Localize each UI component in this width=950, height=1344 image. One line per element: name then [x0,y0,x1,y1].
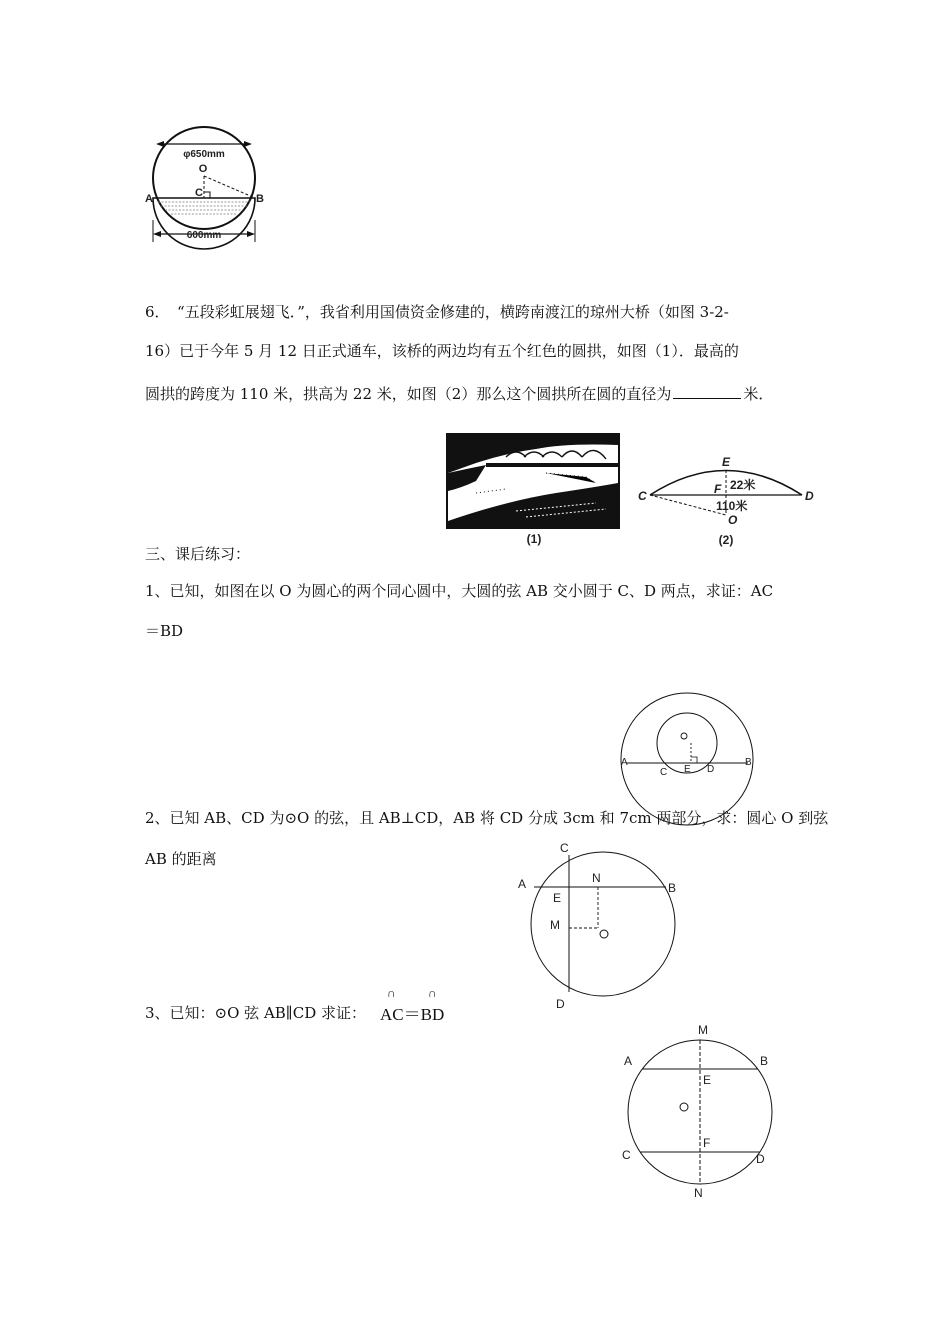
ex3-label-n: N [694,1186,703,1200]
ex3-label-c: C [622,1148,631,1162]
diameter-label: φ650mm [183,149,225,160]
q6-line-1: 6． “五段彩虹展翅飞．”，我省利用国债资金修建的，横跨南渡江的琼州大桥（如图 3-2- [145,303,729,321]
ex3-label-d: D [756,1152,765,1166]
ex3-label-f: F [703,1136,711,1150]
ex1-label-b: B [745,757,752,768]
foot-label: C [195,187,203,199]
ex2-label-n: N [592,871,601,885]
q6-line-3 [145,385,773,402]
arch-label-e: E [722,455,731,469]
section-title: 三、课后练习： [145,545,251,563]
perpendicular-chords-figure [508,836,698,1011]
arch-diagram-figure [636,448,820,548]
answer-blank[interactable] [673,385,741,399]
ex2-label-m: M [550,918,560,932]
ex3-prefix: 3、已知：⊙O 弦 AB∥CD 求证： [145,1004,367,1022]
arch-label-o: O [728,513,738,527]
ex2-label-c: C [560,841,569,855]
ex1-label-e: E [684,764,691,775]
parallel-chords-figure [612,1016,792,1204]
ex2-label-e: E [553,891,562,905]
width-label: 600mm [186,230,222,241]
arc-ac: AC [380,1005,404,1024]
ex1-line-1: 1、已知，如图在以 O 为圆心的两个同心圆中，大圆的弦 AB 交小圆于 C、D 两点，求证：AC [145,582,774,600]
fig1-caption: (1) [526,532,542,546]
bridge-photo-figure [446,433,622,548]
arc-mark-1: ∩ [387,986,396,1000]
ex3-label-e: E [703,1073,712,1087]
ex2-line-1: 2、已知 AB、CD 为⊙O 的弦，且 AB⊥CD，AB 将 CD 分成 3cm 和 7cm 两部分，求：圆心 O 到弦 [145,809,829,827]
ex1-label-a: A [621,757,628,768]
ex2-label-a: A [518,877,527,891]
arc-bd: BD [420,1005,445,1024]
ex2-label-d: D [556,997,565,1011]
ex3-label-m: M [698,1023,708,1037]
point-a-label: A [145,193,153,205]
ex2-label-b: B [668,881,677,895]
ex3-line [145,1006,366,1021]
q6-line-3-text: 圆拱的跨度为 110 米，拱高为 22 米，如图（2）那么这个圆拱所在圆的直径为 [145,385,672,403]
point-b-label: B [256,193,264,205]
arc-mark-2: ∩ [428,986,437,1000]
arch-label-c: C [638,489,647,503]
arch-label-f: F [714,482,722,496]
center-label: O [198,163,208,175]
ex3-label-b: B [760,1054,769,1068]
arc-equals: ＝ [403,1005,421,1024]
ex1-line-2: ＝BD [145,622,184,640]
q6-line-2: 16）已于今年 5 月 12 日正式通车，该桥的两边均有五个红色的圆拱，如图（1）．最高的 [145,342,739,360]
arch-label-d: D [805,489,814,503]
q6-line-3-end: 米． [743,385,774,403]
fig2-caption: (2) [718,533,734,547]
ex1-label-c: C [660,767,668,778]
ex3-label-a: A [624,1054,633,1068]
arch-span-label: 110米 [716,499,748,513]
arch-height-label: 22米 [730,478,756,492]
ex2-line-2: AB 的距离 [145,850,217,868]
pipe-cross-section-figure [140,120,270,250]
ex1-label-d: D [707,764,715,775]
